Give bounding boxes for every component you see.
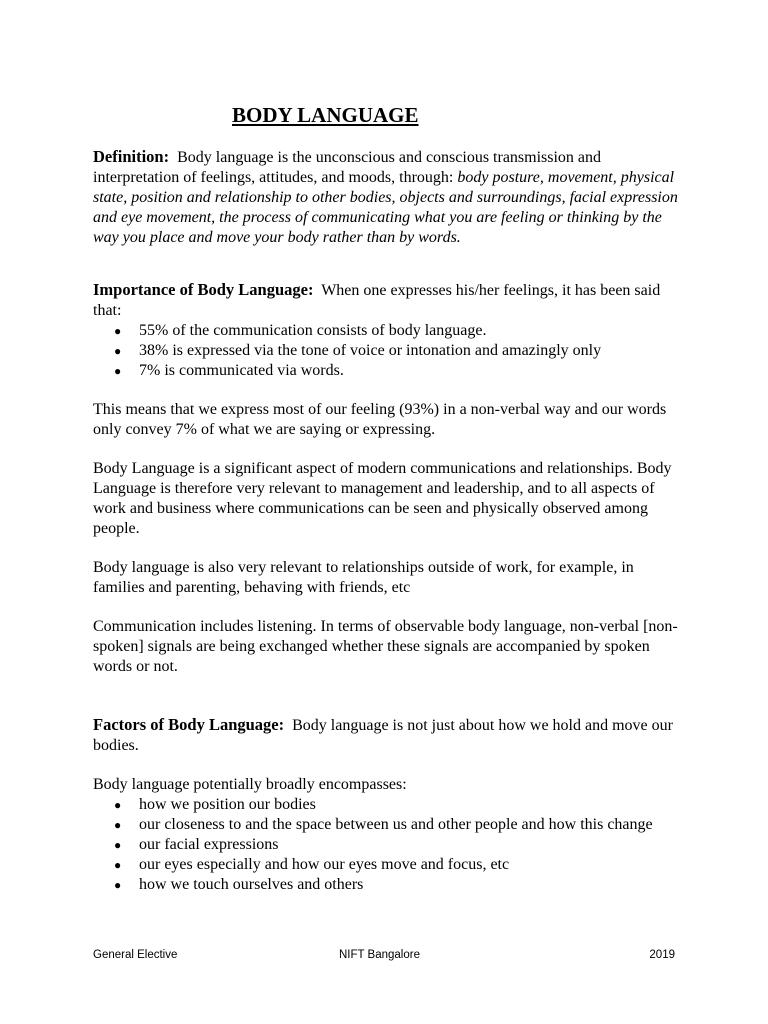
importance-paragraph [93, 280, 683, 321]
body-paragraph: This means that we express most of our feeling (93%) in a non-verbal way and our words only convey 7% of what we are saying or expressing. [93, 401, 667, 438]
bullet-icon: ● [114, 324, 122, 338]
footer-left: General Elective [93, 949, 178, 961]
bullet-icon: ● [114, 344, 122, 358]
list-item: ● how we touch ourselves and others [114, 876, 364, 893]
list-item: ● our closeness to and the space between us and other people and how this change [114, 816, 653, 833]
body-paragraph: Body Language is a significant aspect of modern communications and relationships. Body Language is therefore very relevant to management and leadership, and to all aspects of work and business where communications can be seen and physically observed among people. [93, 460, 672, 537]
bullet-icon: ● [114, 818, 122, 832]
page-footer [93, 949, 675, 965]
factors-text: Body language is not just about how we hold and move our bodies. [93, 717, 673, 754]
body-paragraph: Body language is also very relevant to relationships outside of work, for example, in families and parenting, behaving with friends, etc [93, 559, 634, 596]
list-item: ● how we position our bodies [114, 796, 316, 813]
list-item: ● our facial expressions [114, 836, 279, 853]
factors-label: Factors of Body Language: [93, 715, 285, 734]
importance-bullet-list [93, 321, 683, 381]
bullet-icon: ● [114, 878, 122, 892]
factors-bullet-list [93, 795, 683, 895]
factors-paragraph [93, 715, 683, 756]
bullet-icon: ● [114, 838, 122, 852]
bullet-icon: ● [114, 364, 122, 378]
factors-intro: Body language potentially broadly encompasses: [93, 776, 407, 793]
importance-label: Importance of Body Language: [93, 280, 314, 299]
list-item: ● 38% is expressed via the tone of voice or intonation and amazingly only [114, 342, 602, 359]
definition-label: Definition: [93, 147, 170, 166]
body-paragraph: Communication includes listening. In terms of observable body language, non-verbal [non-spoken] signals are being exchanged whether these signals are accompanied by spoken words or not. [93, 618, 678, 675]
bullet-icon: ● [114, 858, 122, 872]
definition-italic-text: body posture, movement, physical state, position and relationship to other bodies, objects and surroundings, facial expression and eye movement, the process of communicating what you are feeling or thinking by the way you place and move your body rather than by words. [93, 169, 678, 246]
definition-text: Body language is the unconscious and conscious transmission and interpretation of feelings, attitudes, and moods, through: [93, 149, 602, 186]
document-body [93, 147, 683, 895]
bullet-icon: ● [114, 798, 122, 812]
footer-right: 2019 [649, 949, 675, 961]
list-item: ● 55% of the communication consists of body language. [114, 322, 487, 339]
list-item: ● 7% is communicated via words. [114, 362, 344, 379]
document-title: BODY LANGUAGE [232, 103, 419, 127]
footer-center: NIFT Bangalore [339, 949, 420, 961]
importance-text: When one expresses his/her feelings, it has been said that: [93, 282, 661, 319]
list-item: ● our eyes especially and how our eyes move and focus, etc [114, 856, 510, 873]
definition-paragraph [93, 147, 683, 248]
